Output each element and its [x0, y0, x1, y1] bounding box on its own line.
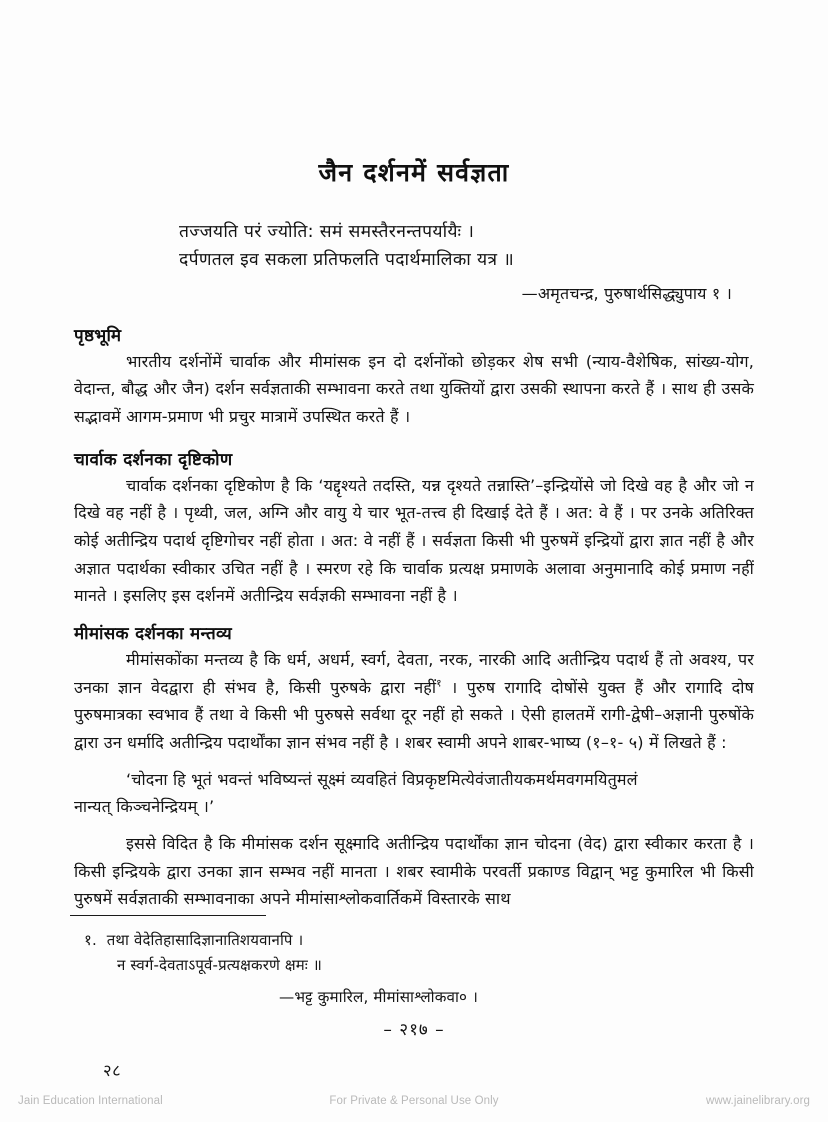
section-paragraph-prishthabhumi: भारतीय दर्शनोंमें चार्वाक और मीमांसक इन दो दर्शनोंको छोड़कर शेष सभी (न्याय-वैशेषिक, सांख्य-योग, वेदान्त, बौद्ध और जैन) दर्शन सर्वज्ञताकी सम्भावना करते तथा युक्तियों द्वारा उसकी स्थापना करते हैं । साथ ही उसके सद्भावमें आगम-प्रमाण भी प्रचुर मात्रामें उपस्थित करते हैं । — [74, 351, 754, 426]
footnote-attribution: —भट्ट कुमारिल, मीमांसाश्लोकवा० । — [279, 987, 478, 1006]
verse-attribution: —अमृतचन्द्र, पुरुषार्थसिद्ध्युपाय १ । — [521, 283, 732, 303]
page-content — [74, 0, 754, 913]
footnote-text-line-1: तथा वेदेतिहासादिज्ञानातिशयवानपि । — [106, 931, 304, 949]
scan-footer — [0, 1090, 828, 1112]
sanskrit-quotation — [74, 766, 754, 821]
scan-footer-right[interactable]: www.jainelibrary.org — [705, 1095, 810, 1107]
page-number-corner: २८ — [103, 1061, 122, 1080]
quote-line-2: नान्यत् किञ्चनेन्द्रियम् ।’ — [74, 797, 215, 817]
verse-line-1: तज्जयति परं ज्योति: समं समस्तैरनन्तपर्यायैः । — [179, 222, 475, 242]
footnote-reference-marker[interactable]: १ — [436, 677, 442, 690]
quote-line-1: ‘चोदना हि भूतं भवन्तं भविष्यन्तं सूक्ष्मं व्यवहितं विप्रकृष्टमित्येवंजातीयकमर्थमवगमयितुमलं — [126, 769, 638, 789]
section-heading-charvaka: चार्वाक दर्शनका दृष्टिकोण — [74, 449, 233, 470]
page-number-center: – २१७ – — [383, 1020, 445, 1040]
footnote-text-line-2: न स्वर्ग-देवताऽपूर्व-प्रत्यक्षकरणे क्षमः ॥ — [117, 955, 323, 974]
footnote-block — [74, 928, 754, 1010]
mimamsaka-text-part-2: । पुरुष रागादि दोषोंसे युक्त हैं और रागादि दोष पुरुषमात्रका स्वभाव हैं तथा वे किसी भी पुरुषसे सर्वथा दूर नहीं हो सकते । ऐसी हालतमें रागी-द्वेषी–अज्ञानी पुरुषोंके द्वारा उन धर्मादि अतीन्द्रिय पदार्थोंका ज्ञान संभव नहीं है । शबर स्वामी अपने शाबर-भाष्य (१–१- ५) में लिखते हैं : — [74, 677, 754, 752]
verse-line-2: दर्पणतल इव सकला प्रतिफलति पदार्थमालिका यत्र ॥ — [179, 250, 515, 271]
footnote-first-line — [84, 928, 754, 953]
scan-footer-left: Jain Education International — [18, 1095, 163, 1107]
section-heading-mimamsaka: मीमांसक दर्शनका मन्तव्य — [74, 623, 232, 644]
section-paragraph-mimamsaka — [74, 646, 754, 757]
page-title: जैन दर्शनमें सर्वज्ञता — [318, 158, 510, 187]
section-paragraph-charvaka: चार्वाक दर्शनका दृष्टिकोण है कि ‘यद्दृश्यते तदस्ति, यन्न दृश्यते तन्नास्ति’–इन्द्रियोंसे जो दिखे वह है और जो न दिखे वह नहीं है । पृथ्वी, जल, अग्नि और वायु ये चार भूत-तत्त्व ही दिखाई देते हैं । अत: वे हैं । पर उनके अतिरिक्त कोई अतीन्द्रिय पदार्थ दृष्टिगोचर नहीं होता । अत: वे नहीं हैं । सर्वज्ञता किसी भी पुरुषमें इन्द्रियों द्वारा ज्ञात नहीं है और अज्ञात पदार्थका स्वीकार उचित नहीं है । स्मरण रहे कि चार्वाक प्रत्यक्ष प्रमाणके अलावा अनुमानादि कोई प्रमाण नहीं मानते । इसलिए इस दर्शनमें अतीन्द्रिय सर्वज्ञकी सम्भावना नहीं है । — [74, 475, 754, 606]
footnote-number: १. — [84, 931, 97, 949]
section-heading-prishthabhumi: पृष्ठभूमि — [74, 325, 122, 346]
closing-paragraph: इससे विदित है कि मीमांसक दर्शन सूक्ष्मादि अतीन्द्रिय पदार्थोंका ज्ञान चोदना (वेद) द्वारा स्वीकार करता है । किसी इन्द्रियके द्वारा उनका ज्ञान सम्भव नहीं मानता । शबर स्वामीके परवर्ती प्रकाण्ड विद्वान् भट्ट कुमारिल भी किसी पुरुषमें सर्वज्ञताकी सम्भावनाका अपने मीमांसाश्लोकवार्तिकमें विस्तारके साथ — [74, 834, 754, 909]
footnote-separator-rule — [70, 915, 266, 916]
mimamsaka-text-part-1: मीमांसकोंका मन्तव्य है कि धर्म, अधर्म, स्वर्ग, देवता, नरक, नारकी आदि अतीन्द्रिय पदार्थ हैं तो अवश्य, पर उनका ज्ञान वेदद्वारा ही संभव है, किसी पुरुषके द्वारा नहीं — [74, 649, 754, 697]
scan-footer-center: For Private & Personal Use Only — [329, 1095, 499, 1107]
opening-verse — [74, 218, 754, 307]
